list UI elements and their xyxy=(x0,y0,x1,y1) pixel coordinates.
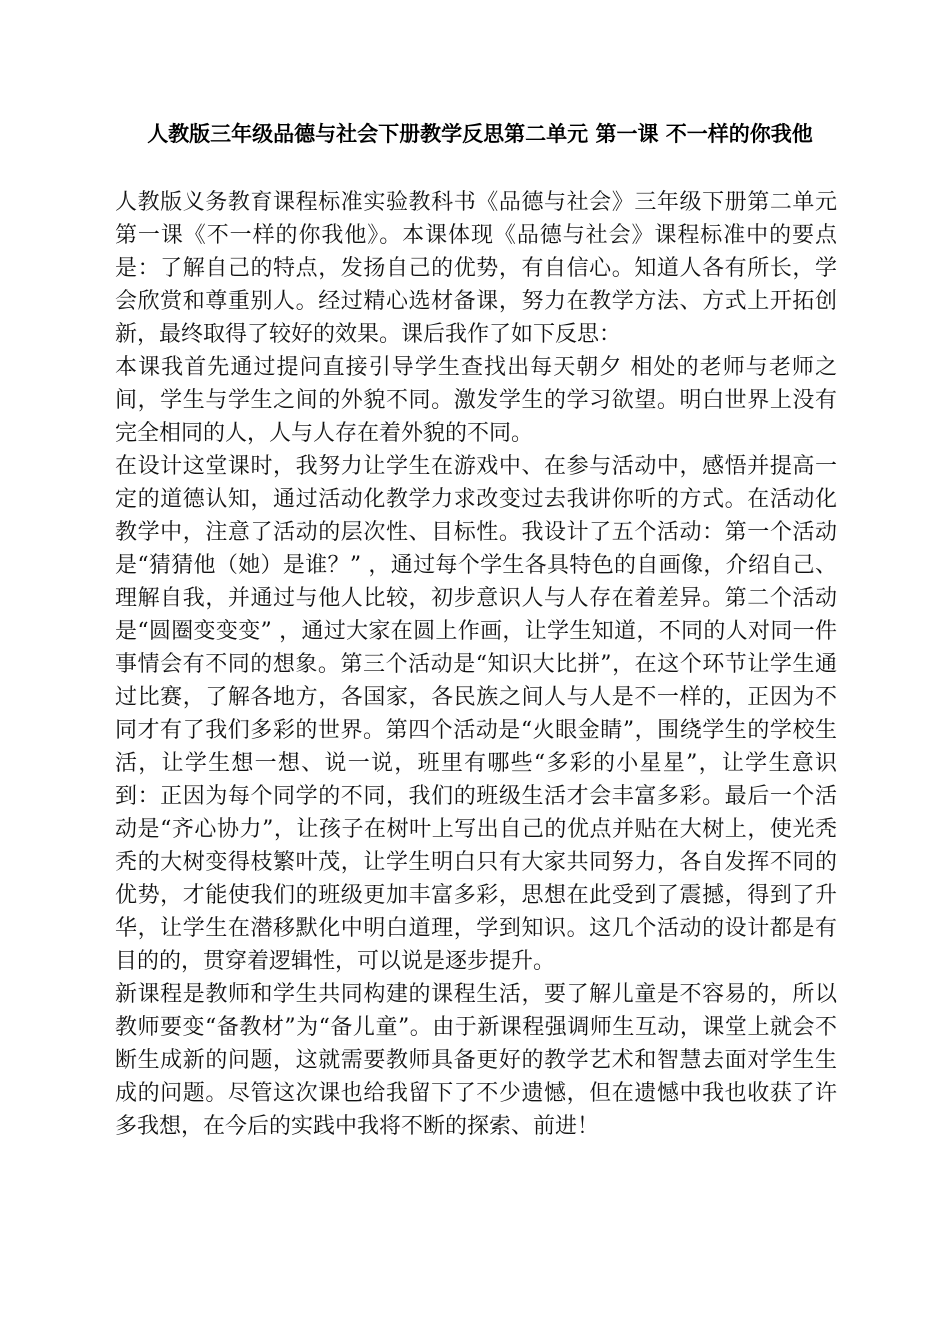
document-title: 人教版三年级品德与社会下册教学反思第二单元 第一课 不一样的你我他 xyxy=(147,122,813,146)
paragraph-conclusion: 新课程是教师和学生共同构建的课程生活，要了解儿童是不容易的，所以教师要变“备教材”为“备儿童”。由于新课程强调师生互动，课堂上就会不断生成新的问题，这就需要教师具备更好的教学艺术和智慧去面对学生生成的问题。尽管这次课也给我留下了不少遗憾，但在遗憾中我也收获了许多我想，在今后的实践中我将不断的探索、前进！ xyxy=(115,982,837,1139)
paragraph-activities: 在设计这堂课时，我努力让学生在游戏中、在参与活动中，感悟并提高一定的道德认知，通过活动化教学力求改变过去我讲你听的方式。在活动化教学中，注意了活动的层次性、目标性。我设计了五个活动：第一个活动是“猜猜他（她）是谁？” ，通过每个学生各具特色的自画像，介绍自己、理解自我，并通过与他人比较，初步意识人与人存在着差异。第二个活动是“圆圈变变变” ，通过大家在圆上作画，让学生知道，不同的人对同一件事情会有不同的想象。第三个活动是“知识大比拼”，在这个环节让学生通过比赛，了解各地方，各国家，各民族之间人与人是不一样的，正因为不同才有了我们多彩的世界。第四个活动是“火眼金睛”，围绕学生的学校生活，让学生想一想、说一说，班里有哪些“多彩的小星星”，让学生意识到：正因为每个同学的不同，我们的班级生活才会丰富多彩。最后一个活动是“齐心协力”，让孩子在树叶上写出自己的优点并贴在大树上，使光秃秃的大树变得枝繁叶茂，让学生明白只有大家共同努力，各自发挥不同的优势，才能使我们的班级更加丰富多彩，思想在此受到了震撼，得到了升华，让学生在潜移默化中明白道理，学到知识。这几个活动的设计都是有目的的，贯穿着逻辑性，可以说是逐步提升。 xyxy=(115,454,837,974)
paragraph-appearance: 本课我首先通过提问直接引导学生查找出每天朝夕 相处的老师与老师之间，学生与学生之间的外貌不同。激发学生的学习欲望。明白世界上没有完全相同的人，人与人存在着外貌的不同。 xyxy=(115,355,837,446)
document-body xyxy=(115,186,837,1143)
paragraph-intro: 人教版义务教育课程标准实验教科书《品德与社会》三年级下册第二单元第一课《不一样的你我他》。本课体现《品德与社会》课程标准中的要点是：了解自己的特点，发扬自己的优势，有自信心。知道人各有所长，学会欣赏和尊重别人。经过精心选材备课，努力在教学方法、方式上开拓创新，最终取得了较好的效果。课后我作了如下反思： xyxy=(115,190,837,347)
